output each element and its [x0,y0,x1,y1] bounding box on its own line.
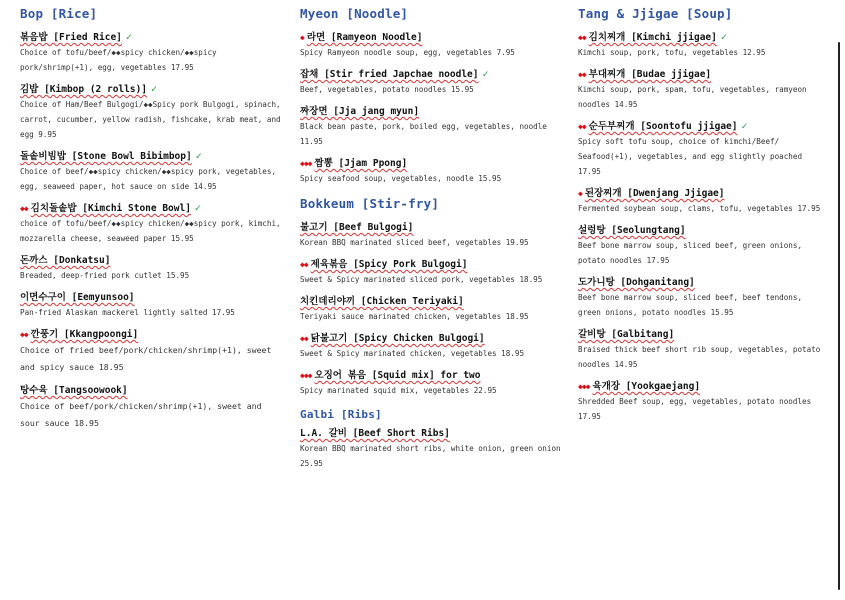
spicy-diamond-icon: ◆◆◆ [300,159,312,168]
menu-item-name: 치킨데리야끼 [Chicken Teriyaki] [300,296,464,307]
menu-item-description: Choice of Ham/Beef Bulgogi/◆◆Spicy pork Bulgogi, spinach, carrot, cucumber, yellow radish, fishcake, krab meat, and egg 9.95 [20,100,281,139]
menu-item-name-row [578,187,828,201]
menu-item [20,31,282,75]
menu-item-description: Breaded, deep-fried pork cutlet 15.95 [20,271,190,280]
menu-section [300,6,562,186]
menu-item-description: Spicy seafood soup, vegetables, noodle 15.95 [300,174,502,183]
menu-item [300,258,562,287]
menu-item-name-row [300,427,562,441]
menu-item-name-row [300,157,562,171]
menu-item-name: 깐풍기 [Kkangpoongi] [30,329,139,340]
menu-item-name-row [20,31,282,45]
menu-item-name-row [578,224,828,238]
menu-item-description: Choice of fried beef/pork/chicken/shrimp(+1), sweet and spicy sauce 18.95 [20,345,272,372]
spicy-diamond-icon: ◆◆◆ [300,371,312,380]
menu-item [578,31,828,60]
menu-item-name: 제육볶음 [Spicy Pork Bulgogi] [310,259,468,270]
menu-item-description: Sweet & Spicy marinated chicken, vegetables 18.95 [300,349,525,358]
menu-item-description: Teriyaki sauce marinated chicken, vegetables 18.95 [300,312,529,321]
menu-column-3 [578,6,828,432]
section-title: Myeon [Noodle] [300,6,409,21]
menu-item [300,332,562,361]
check-mark-icon: ✓ [720,32,727,43]
menu-item [20,384,282,432]
menu-item-name: 순두부찌개 [Soontofu jjigae] [588,121,738,132]
menu-item [20,150,282,194]
menu-item-name-row [300,369,562,383]
menu-item-name-row [300,31,562,45]
menu-item-name-row [578,276,828,290]
menu-item-name-row [20,291,282,305]
menu-item-name-row [20,83,282,97]
page-edge-line [838,42,840,590]
menu-item-name: 돌솥비빔밥 [Stone Bowl Bibimbop] [20,151,192,162]
spicy-diamond-icon: ◆◆ [578,70,586,79]
spicy-diamond-icon: ◆◆ [578,33,586,42]
menu-section [578,6,828,424]
menu-item-description: Spicy marinated squid mix, vegetables 22.95 [300,386,497,395]
menu-item [300,427,562,471]
menu-item-description: Fermented soybean soup, clams, tofu, vegetables 17.95 [578,204,821,213]
menu-item-name: 김밥 [Kimbop (2 rolls)] [20,84,148,95]
menu-item-name: 잡채 [Stir fried Japchae noodle] [300,69,479,80]
menu-item [20,83,282,142]
spicy-diamond-icon: ◆ [578,189,582,198]
menu-item [578,276,828,320]
menu-item-name: 된장찌개 [Dwenjang Jjigae] [584,188,725,199]
menu-item-description: Beef bone marrow soup, sliced beef, beef tendons, green onions, potato noodles 15.95 [578,293,803,317]
menu-item-name-row [300,332,562,346]
section-title: Galbi [Ribs] [300,408,382,421]
menu-item-name: 이면수구이 [Eemyunsoo] [20,292,135,303]
menu-item-description: Kimchi soup, pork, tofu, vegetables 12.95 [578,48,766,57]
menu-item-name-row [578,328,828,342]
menu-item [300,68,562,97]
spicy-diamond-icon: ◆◆ [578,122,586,131]
spicy-diamond-icon: ◆◆ [20,204,28,213]
menu-item [20,291,282,320]
menu-item-name: 짬뽕 [Jjam Ppong] [314,158,408,169]
menu-item-description: Sweet & Spicy marinated sliced pork, vegetables 18.95 [300,275,543,284]
menu-item-name-row [300,295,562,309]
menu-item-name: 육개장 [Yookgaejang] [592,381,701,392]
section-title: Bokkeum [Stir-fry] [300,196,440,211]
menu-item-name-row [300,105,562,119]
menu-item-name-row [578,380,828,394]
menu-item-name-row [300,258,562,272]
menu-item-name-row [578,31,828,45]
menu-item-description: Kimchi soup, pork, spam, tofu, vegetables, ramyeon noodles 14.95 [578,85,807,109]
menu-item [20,202,282,246]
check-mark-icon: ✓ [194,203,201,214]
menu-section [300,408,562,471]
menu-item-name: 갈비탕 [Galbitang] [578,329,675,340]
menu-column-1 [20,6,282,440]
menu-section [20,6,282,432]
menu-item [578,68,828,112]
menu-item-name: 김치찌개 [Kimchi jjigae] [588,32,717,43]
menu-item-name: 설렁탕 [Seolungtang] [578,225,686,236]
check-mark-icon: ✓ [741,121,748,132]
menu-item-description: Choice of beef/◆◆spicy chicken/◆◆spicy pork, vegetables, egg, seaweed paper, hot sauce on side 14.95 [20,167,277,191]
menu-item [578,380,828,424]
menu-item [20,254,282,283]
menu-item-description: Black bean paste, pork, boiled egg, vegetables, noodle 11.95 [300,122,547,146]
menu-item-name: 오징어 볶음 [Squid mix] for two [314,370,481,381]
menu-item-description: Beef, vegetables, potato noodles 15.95 [300,85,474,94]
menu-item [300,105,562,149]
menu-item [578,224,828,268]
menu-item-name: 닭불고기 [Spicy Chicken Bulgogi] [310,333,485,344]
menu-item-name: L.A. 갈비 [Beef Short Ribs] [300,428,450,439]
menu-item-name: 볶음밥 [Fried Rice] [20,32,122,43]
menu-column-2 [300,6,562,479]
menu-item-name-row [300,68,562,82]
menu-item-name: 김치돌솥밥 [Kimchi Stone Bowl] [30,203,191,214]
check-mark-icon: ✓ [482,69,489,80]
menu-item-description: Beef bone marrow soup, sliced beef, green onions, potato noodles 17.95 [578,241,803,265]
section-title: Tang & Jjigae [Soup] [578,6,733,21]
check-mark-icon: ✓ [151,84,158,95]
menu-item-name: 부대찌개 [Budae jjigae] [588,69,712,80]
spicy-diamond-icon: ◆ [300,33,304,42]
check-mark-icon: ✓ [125,32,132,43]
menu-item-description: Pan-fried Alaskan mackerel lightly salted 17.95 [20,308,235,317]
spicy-diamond-icon: ◆◆ [300,260,308,269]
menu-item-name: 라면 [Ramyeon Noodle] [306,32,423,43]
menu-item [578,328,828,372]
menu-item-name-row [300,221,562,235]
menu-item [20,328,282,376]
menu-item-name-row [578,120,828,134]
menu-item [578,187,828,216]
menu-item [300,31,562,60]
menu-item-description: Shredded Beef soup, egg, vegetables, potato noodles 17.95 [578,397,812,421]
menu-item-name-row [20,328,282,342]
menu-item-name: 짜장면 [Jja jang myun] [300,106,420,117]
spicy-diamond-icon: ◆◆ [20,330,28,339]
menu-item-description: Korean BBQ marinated sliced beef, vegetables 19.95 [300,238,529,247]
menu-section [300,196,562,398]
check-mark-icon: ✓ [195,151,202,162]
menu-item-description: Choice of tofu/beef/◆◆spicy chicken/◆◆spicy pork/shrimp(+1), egg, vegetables 17.95 [20,48,217,72]
menu-item [578,120,828,179]
menu-item-name-row [20,254,282,268]
menu-item [300,157,562,186]
menu-item [300,369,562,398]
menu-item-name: 도가니탕 [Dohganitang] [578,277,695,288]
menu-item-name: 탕수육 [Tangsoowook] [20,385,128,396]
menu-item-name: 돈까스 [Donkatsu] [20,255,111,266]
menu-item [300,295,562,324]
menu-item-description: Braised thick beef short rib soup, vegetables, potato noodles 14.95 [578,345,821,369]
menu-item-name-row [578,68,828,82]
menu-item-name-row [20,150,282,164]
menu-item-description: Korean BBQ marinated short ribs, white onion, green onion 25.95 [300,444,561,468]
menu-item-name-row [20,384,282,398]
menu-item [300,221,562,250]
menu-item-description: Spicy Ramyeon noodle soup, egg, vegetables 7.95 [300,48,515,57]
menu-item-description: Spicy soft tofu soup, choice of kimchi/Beef/ Seafood(+1), vegetables, and egg slightly poached 17.95 [578,137,803,176]
menu-item-description: Choice of beef/pork/chicken/shrimp(+1), sweet and sour sauce 18.95 [20,401,262,428]
spicy-diamond-icon: ◆◆◆ [578,382,590,391]
menu-item-description: choice of tofu/beef/◆◆spicy chicken/◆◆spicy pork, kimchi, mozzarella cheese, seaweed paper 15.95 [20,219,281,243]
menu-item-name: 불고기 [Beef Bulgogi] [300,222,414,233]
menu-item-name-row [20,202,282,216]
section-title: Bop [Rice] [20,6,98,21]
spicy-diamond-icon: ◆◆ [300,334,308,343]
